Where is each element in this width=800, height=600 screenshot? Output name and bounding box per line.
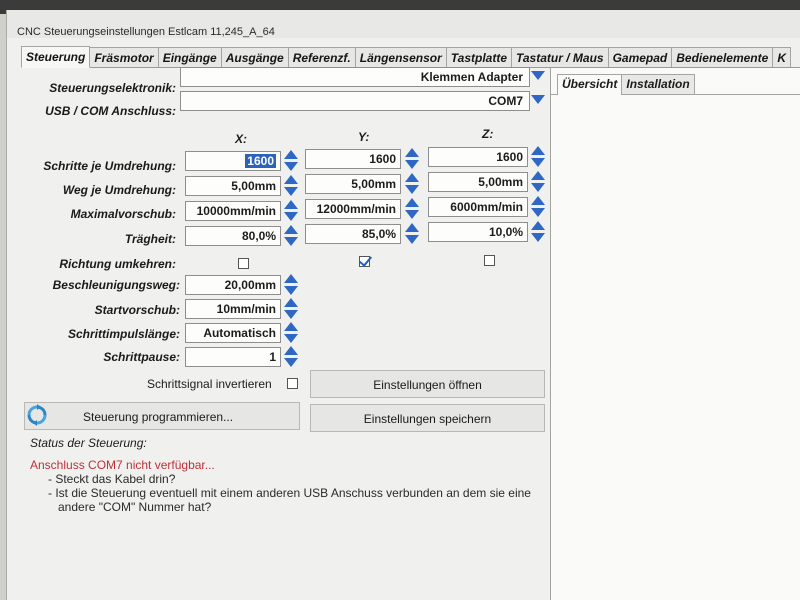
inertia-label: Trägheit: <box>124 232 176 246</box>
spin-up-icon[interactable] <box>284 200 298 209</box>
reverse-x-checkbox[interactable] <box>238 258 249 269</box>
accel-distance-stepper[interactable] <box>284 274 298 296</box>
save-settings-button[interactable]: Einstellungen speichern <box>310 404 545 432</box>
spin-up-icon[interactable] <box>284 150 298 159</box>
max-feed-y-input[interactable]: 12000mm/min <box>305 199 401 219</box>
spin-down-icon[interactable] <box>284 212 298 221</box>
step-pulse-length-input[interactable]: Automatisch <box>185 323 281 343</box>
spin-up-icon[interactable] <box>531 221 545 230</box>
spin-up-icon[interactable] <box>284 274 298 283</box>
controller-select[interactable]: Klemmen Adapter <box>180 67 530 87</box>
chevron-down-icon[interactable] <box>531 71 545 80</box>
tab-tastplatte[interactable]: Tastplatte <box>446 47 512 67</box>
axis-y-header: Y: <box>358 130 370 144</box>
tab-ausgaenge[interactable]: Ausgänge <box>221 47 289 67</box>
spin-down-icon[interactable] <box>284 358 298 367</box>
controller-label: Steuerungselektronik: <box>49 81 176 95</box>
step-pulse-length-stepper[interactable] <box>284 322 298 344</box>
tab-tastatur-maus[interactable]: Tastatur / Maus <box>511 47 609 67</box>
spin-down-icon[interactable] <box>531 208 545 217</box>
start-feed-stepper[interactable] <box>284 298 298 320</box>
refresh-icon <box>26 404 48 426</box>
max-feed-z-input[interactable]: 6000mm/min <box>428 197 528 217</box>
inertia-z-input[interactable]: 10,0% <box>428 222 528 242</box>
port-label: USB / COM Anschluss: <box>45 104 176 118</box>
spin-up-icon[interactable] <box>405 223 419 232</box>
axis-x-header: X: <box>235 132 247 146</box>
tab-bedienelemente[interactable]: Bedienelemente <box>671 47 773 67</box>
steps-per-rev-z-input[interactable]: 1600 <box>428 147 528 167</box>
max-feed-x-stepper[interactable] <box>284 200 298 222</box>
steps-per-rev-y-input[interactable]: 1600 <box>305 149 401 169</box>
tab-eingaenge[interactable]: Eingänge <box>158 47 222 67</box>
reverse-y-checkbox[interactable] <box>359 256 370 267</box>
spin-down-icon[interactable] <box>405 185 419 194</box>
steps-per-rev-z-stepper[interactable] <box>531 146 545 168</box>
max-feed-y-stepper[interactable] <box>405 198 419 220</box>
spin-down-icon[interactable] <box>284 187 298 196</box>
spin-up-icon[interactable] <box>284 298 298 307</box>
travel-per-rev-z-input[interactable]: 5,00mm <box>428 172 528 192</box>
spin-down-icon[interactable] <box>405 160 419 169</box>
spin-down-icon[interactable] <box>284 162 298 171</box>
spin-up-icon[interactable] <box>531 171 545 180</box>
travel-per-rev-x-input[interactable]: 5,00mm <box>185 176 281 196</box>
window-title: CNC Steuerungseinstellungen Estlcam 11,245_A_64 <box>7 10 800 38</box>
overview-panel <box>550 68 800 600</box>
tab-k[interactable]: K <box>772 47 791 67</box>
steps-per-rev-x-input[interactable]: 1600 <box>185 151 281 171</box>
port-select[interactable]: COM7 <box>180 91 530 111</box>
travel-per-rev-x-stepper[interactable] <box>284 175 298 197</box>
invert-step-checkbox[interactable] <box>287 378 298 389</box>
program-controller-button[interactable] <box>24 402 300 430</box>
inertia-y-input[interactable]: 85,0% <box>305 224 401 244</box>
spin-up-icon[interactable] <box>531 196 545 205</box>
tab-steuerung[interactable]: Steuerung <box>21 46 90 68</box>
steps-per-rev-y-stepper[interactable] <box>405 148 419 170</box>
overview-tabs <box>551 68 800 95</box>
tab-fraesmotor[interactable]: Fräsmotor <box>89 47 158 67</box>
spin-up-icon[interactable] <box>531 146 545 155</box>
travel-per-rev-y-input[interactable]: 5,00mm <box>305 174 401 194</box>
inertia-x-input[interactable]: 80,0% <box>185 226 281 246</box>
steps-per-rev-x-stepper[interactable] <box>284 150 298 172</box>
start-feed-input[interactable]: 10mm/min <box>185 299 281 319</box>
status-title: Status der Steuerung: <box>30 436 147 450</box>
tab-gamepad[interactable]: Gamepad <box>608 47 673 67</box>
tab-laengensensor[interactable]: Längensensor <box>355 47 447 67</box>
spin-down-icon[interactable] <box>531 233 545 242</box>
inertia-z-stepper[interactable] <box>531 221 545 243</box>
tab-referenzf[interactable]: Referenzf. <box>288 47 356 67</box>
reverse-direction-label: Richtung umkehren: <box>59 257 176 271</box>
status-error: Anschluss COM7 nicht verfügbar... <box>30 458 215 472</box>
travel-per-rev-z-stepper[interactable] <box>531 171 545 193</box>
spin-up-icon[interactable] <box>405 198 419 207</box>
spin-up-icon[interactable] <box>284 322 298 331</box>
chevron-down-icon[interactable] <box>531 95 545 104</box>
max-feed-label: Maximalvorschub: <box>70 207 176 221</box>
open-settings-button[interactable]: Einstellungen öffnen <box>310 370 545 398</box>
spin-down-icon[interactable] <box>284 237 298 246</box>
invert-step-label: Schrittsignal invertieren <box>147 377 272 391</box>
spin-down-icon[interactable] <box>405 210 419 219</box>
spin-down-icon[interactable] <box>531 158 545 167</box>
spin-down-icon[interactable] <box>284 334 298 343</box>
status-hint: - Steckt das Kabel drin? <box>48 472 176 486</box>
spin-up-icon[interactable] <box>405 148 419 157</box>
spin-down-icon[interactable] <box>284 286 298 295</box>
spin-down-icon[interactable] <box>405 235 419 244</box>
travel-per-rev-label: Weg je Umdrehung: <box>62 183 176 197</box>
step-pause-label: Schrittpause: <box>103 350 180 364</box>
tab-installation[interactable]: Installation <box>621 74 694 94</box>
steps-per-rev-label: Schritte je Umdrehung: <box>43 159 176 173</box>
inertia-y-stepper[interactable] <box>405 223 419 245</box>
program-controller-label: Steuerung programmieren... <box>83 410 234 424</box>
step-pause-stepper[interactable] <box>284 346 298 368</box>
spin-up-icon[interactable] <box>284 346 298 355</box>
accel-distance-label: Beschleunigungsweg: <box>52 278 180 292</box>
spin-down-icon[interactable] <box>531 183 545 192</box>
reverse-z-checkbox[interactable] <box>484 255 495 266</box>
spin-down-icon[interactable] <box>284 310 298 319</box>
tab-uebersicht[interactable]: Übersicht <box>557 74 622 95</box>
status-hint: - Ist die Steuerung eventuell mit einem anderen USB Anschuss verbunden an dem sie eine <box>48 486 531 500</box>
step-pulse-length-label: Schrittimpulslänge: <box>67 327 180 341</box>
axis-z-header: Z: <box>482 127 494 141</box>
spin-up-icon[interactable] <box>284 225 298 234</box>
tab-bar <box>21 46 800 68</box>
travel-per-rev-y-stepper[interactable] <box>405 173 419 195</box>
inertia-x-stepper[interactable] <box>284 225 298 247</box>
max-feed-x-input[interactable]: 10000mm/min <box>185 201 281 221</box>
max-feed-z-stepper[interactable] <box>531 196 545 218</box>
status-hint: andere "COM" Nummer hat? <box>58 500 212 514</box>
accel-distance-input[interactable]: 20,00mm <box>185 275 281 295</box>
spin-up-icon[interactable] <box>405 173 419 182</box>
step-pause-input[interactable]: 1 <box>185 347 281 367</box>
start-feed-label: Startvorschub: <box>94 303 180 317</box>
spin-up-icon[interactable] <box>284 175 298 184</box>
